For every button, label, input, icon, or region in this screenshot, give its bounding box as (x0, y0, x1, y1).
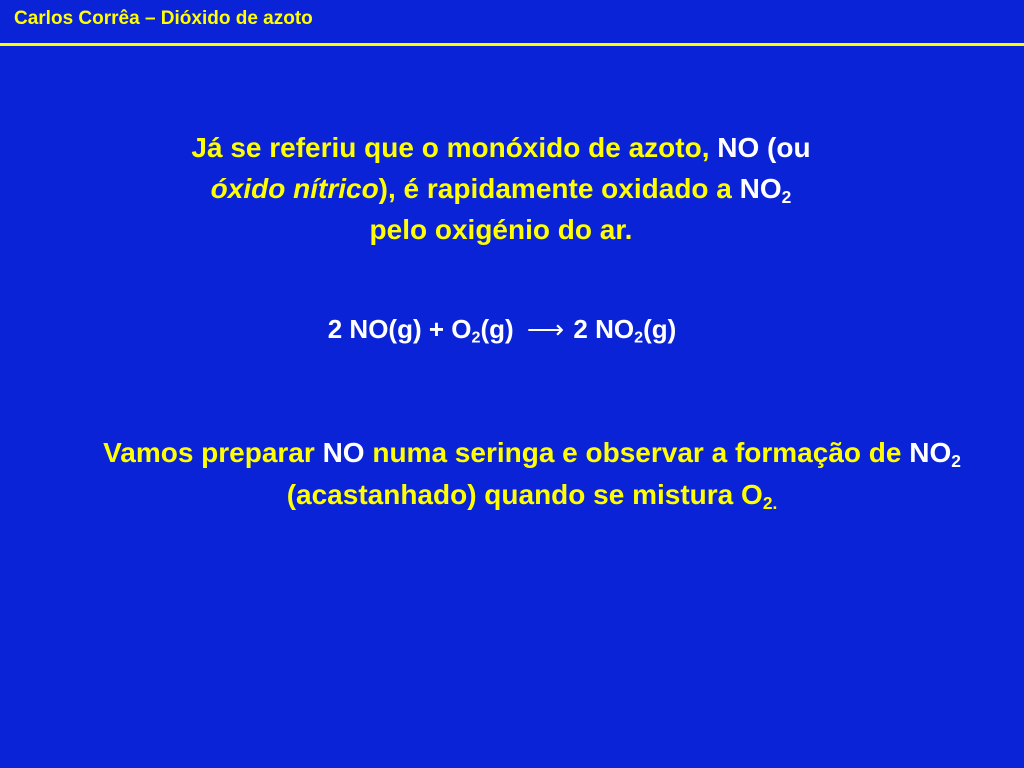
experiment-formula-no2: $NO_2$ (909, 437, 961, 471)
experiment-text-part1: Vamos preparar (103, 437, 315, 468)
intro-text-part2: ), é rapidamente oxidado a (378, 173, 732, 204)
experiment-formula-no: NO (322, 437, 365, 468)
reaction-arrow-icon: ⟶ (526, 314, 565, 344)
chemical-equation (0, 314, 1004, 345)
intro-text-line3: pelo oxigénio do ar. (369, 214, 633, 245)
intro-paragraph (0, 127, 1002, 250)
slide-header-title: Carlos Corrêa – Dióxido de azoto (14, 8, 313, 29)
equation-reactants: 2 $NO(g) + O_2(g)$ (327, 314, 514, 347)
intro-text-part1: Já se referiu que o monóxido de azoto, (191, 132, 710, 163)
experiment-paragraph (60, 432, 1004, 516)
experiment-text-part3: (acastanhado) quando se mistura (286, 479, 734, 510)
experiment-formula-o2: $O_{2.}$ (741, 479, 778, 513)
intro-italic-term: óxido nítrico (210, 173, 379, 204)
equation-products: 2 $NO_2(g)$ (573, 314, 677, 347)
experiment-text-part2: numa seringa e observar a formação de (372, 437, 902, 468)
intro-formula-no2: $NO_2$ (739, 173, 792, 207)
header-divider (0, 43, 1024, 46)
intro-formula-no: NO (ou (717, 132, 811, 163)
